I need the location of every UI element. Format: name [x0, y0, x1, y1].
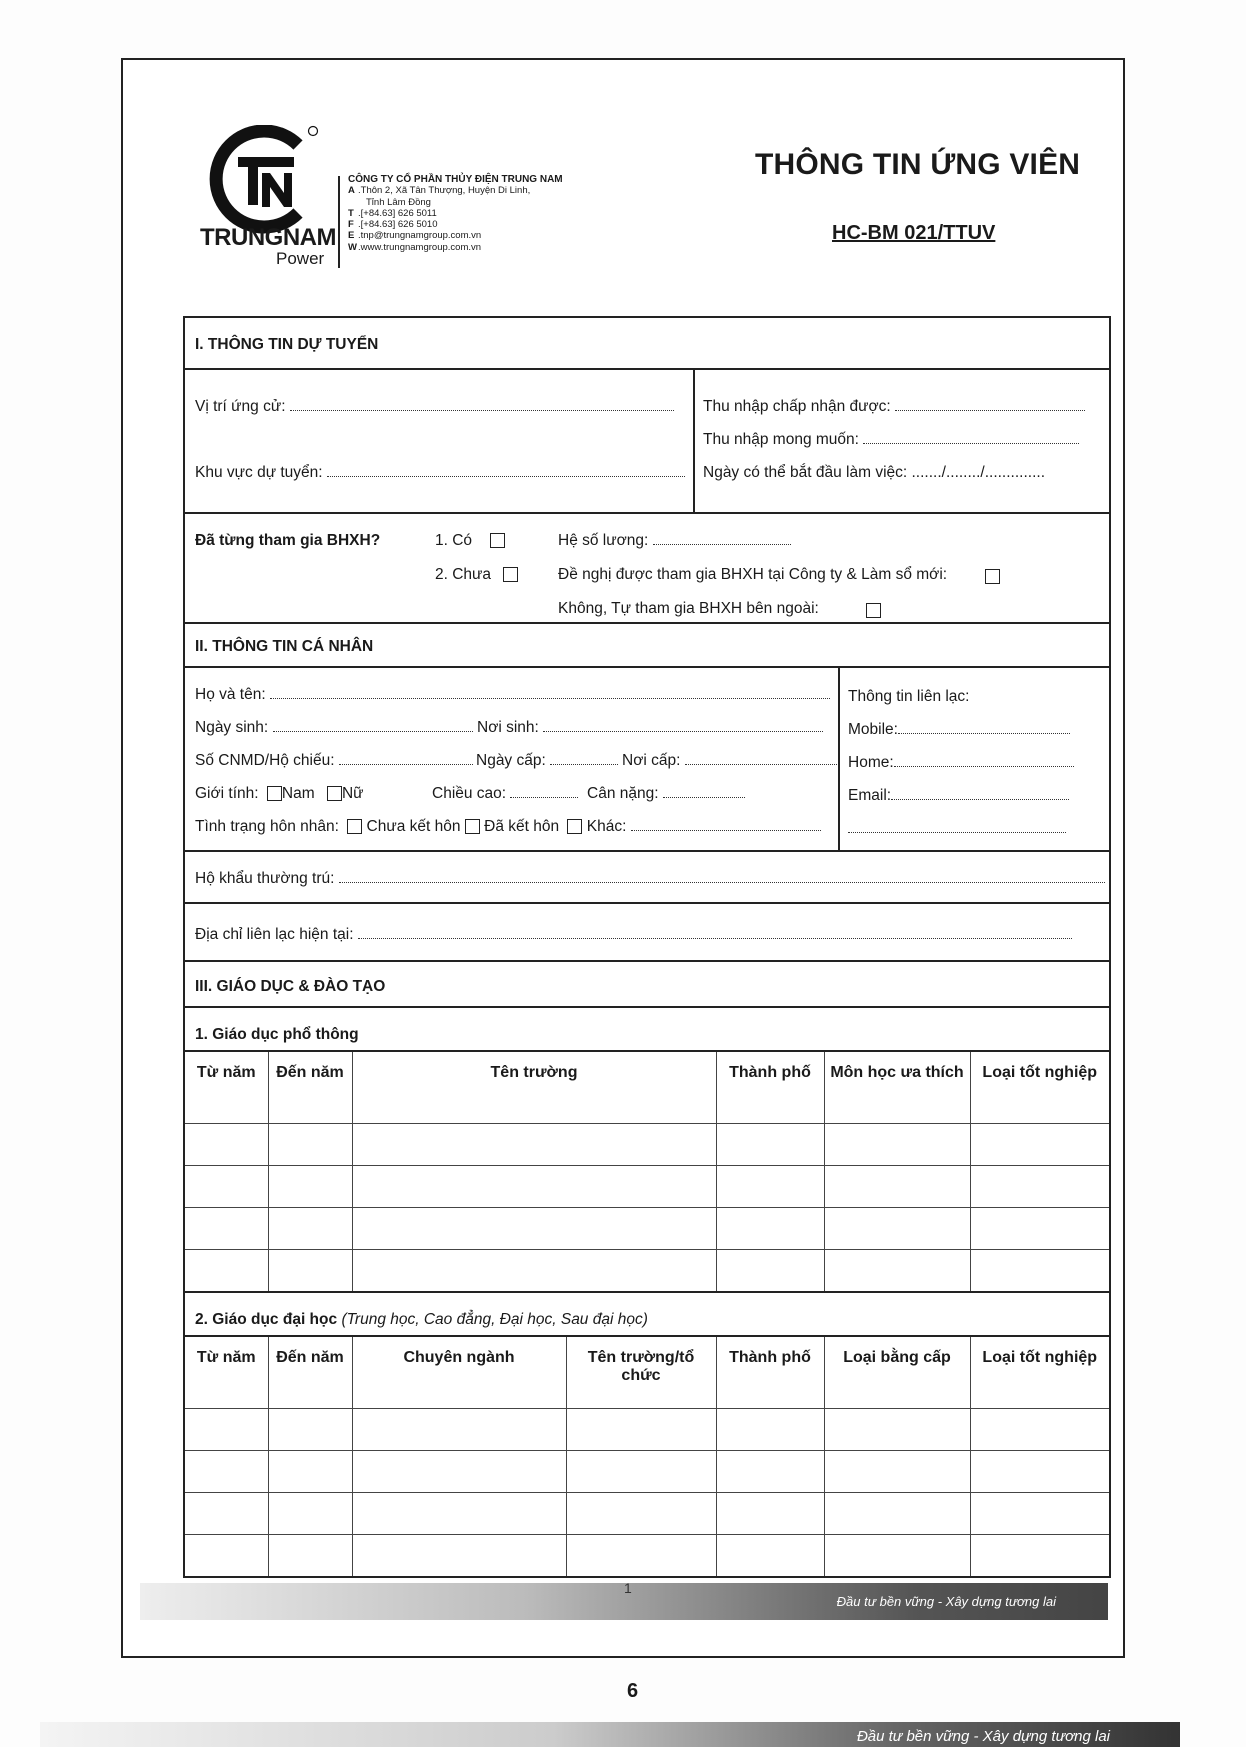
table-cell[interactable]: [566, 1409, 716, 1451]
table-cell[interactable]: [970, 1409, 1109, 1451]
bhxh-yes-label: 1. Có: [435, 532, 473, 549]
company-tel: .[+84.63] 626 5011: [358, 207, 437, 219]
col-to-year: Đến năm: [268, 1337, 352, 1409]
section-2-title: II. THÔNG TIN CÁ NHÂN: [195, 638, 374, 655]
table-cell[interactable]: [716, 1451, 824, 1493]
table-cell[interactable]: [824, 1250, 970, 1292]
table-cell[interactable]: [185, 1208, 268, 1250]
table-cell[interactable]: [970, 1451, 1109, 1493]
other-line[interactable]: [631, 818, 821, 831]
page-number: 6: [627, 1680, 639, 1702]
height-field[interactable]: [432, 785, 578, 803]
mobile-field[interactable]: [848, 721, 1070, 739]
company-address-1: .Thôn 2, Xã Tân Thượng, Huyện Di Linh,: [358, 185, 531, 197]
section-3-header: [185, 962, 1109, 1008]
address-label: Địa chỉ liên lạc hiện tại:: [195, 926, 354, 943]
bhxh-question: Đã từng tham gia BHXH?: [195, 532, 381, 549]
female-label: Nữ: [341, 785, 364, 802]
column-divider: [693, 370, 695, 512]
id-label: Số CNMD/Hộ chiếu:: [195, 752, 335, 769]
table-cell[interactable]: [352, 1250, 716, 1292]
table-cell[interactable]: [185, 1493, 268, 1535]
table-cell[interactable]: [185, 1124, 268, 1166]
income-expect-label: Thu nhập mong muốn:: [703, 431, 859, 448]
contact-extra-line[interactable]: [848, 820, 1066, 833]
id-line[interactable]: [339, 752, 473, 765]
company-info: [348, 174, 563, 253]
other-label: Khác:: [586, 818, 627, 835]
married-label: Đã kết hôn: [484, 818, 560, 835]
bhxh-company-checkbox[interactable]: [985, 569, 1000, 584]
income-accept-label: Thu nhập chấp nhận được:: [703, 398, 891, 415]
household-label: Hộ khẩu thường trú:: [195, 870, 335, 887]
col-graduation-grade: Loại tốt nghiệp: [970, 1337, 1109, 1409]
table-cell[interactable]: [824, 1451, 970, 1493]
contact-extra-field[interactable]: [848, 820, 1066, 838]
region-label: Khu vực dự tuyển:: [195, 464, 323, 481]
higher-edu-label: 2. Giáo dục đại học: [195, 1311, 338, 1328]
table-cell[interactable]: [268, 1208, 352, 1250]
company-web: .www.trungnamgroup.com.vn: [358, 241, 482, 253]
position-field[interactable]: [195, 398, 674, 416]
table-cell[interactable]: [268, 1493, 352, 1535]
salary-coef-line[interactable]: [653, 532, 791, 545]
table-row: [185, 1208, 1109, 1250]
bhxh-yes-option[interactable]: [435, 532, 505, 550]
table-cell[interactable]: [824, 1208, 970, 1250]
id-field[interactable]: [195, 752, 473, 770]
address-line[interactable]: [358, 926, 1072, 939]
pob-line[interactable]: [543, 719, 823, 732]
household-row: [185, 852, 1109, 904]
address-field[interactable]: [195, 926, 1072, 944]
table-cell[interactable]: [970, 1124, 1109, 1166]
document-code: HC-BM 021/TTUV: [832, 222, 996, 244]
web-key: W: [348, 241, 357, 253]
col-favorite-subject: Môn học ưa thích: [824, 1052, 970, 1124]
bhxh-no-label: 2. Chưa: [435, 566, 492, 583]
table-cell[interactable]: [268, 1451, 352, 1493]
single-label: Chưa kết hôn: [366, 818, 461, 835]
other-checkbox[interactable]: [567, 819, 582, 834]
table-cell[interactable]: [268, 1535, 352, 1577]
company-fax: .[+84.63] 626 5010: [358, 219, 438, 231]
marital-field: [195, 818, 821, 836]
col-school-organization: Tên trường/tổ chức: [566, 1337, 716, 1409]
issue-place-line[interactable]: [685, 752, 837, 765]
dob-field[interactable]: [195, 719, 473, 737]
table-cell[interactable]: [824, 1409, 970, 1451]
male-label: Nam: [281, 785, 315, 802]
col-degree-type: Loại bằng cấp: [824, 1337, 970, 1409]
general-edu-table: [185, 1052, 1109, 1291]
table-cell[interactable]: [268, 1124, 352, 1166]
income-accept-field[interactable]: [703, 398, 1085, 416]
col-graduation-grade: Loại tốt nghiệp: [970, 1052, 1109, 1124]
table-cell[interactable]: [716, 1166, 824, 1208]
issue-place-field[interactable]: [622, 752, 837, 770]
gender-label: Giới tính:: [195, 785, 259, 802]
company-address-2: Tỉnh Lâm Đồng: [366, 196, 431, 208]
inner-page-number: 1: [624, 1580, 632, 1596]
table-cell[interactable]: [970, 1493, 1109, 1535]
table-cell[interactable]: [716, 1493, 824, 1535]
home-label: Home:: [848, 754, 894, 771]
col-major: Chuyên ngành: [352, 1337, 566, 1409]
section-2-header: [185, 624, 1109, 668]
table-cell[interactable]: [268, 1409, 352, 1451]
table-row: [185, 1493, 1109, 1535]
dob-line[interactable]: [273, 719, 473, 732]
email-field[interactable]: [848, 787, 1069, 805]
personal-info-row: [185, 668, 1109, 852]
table-cell[interactable]: [268, 1250, 352, 1292]
general-edu-table-row: [185, 1052, 1109, 1293]
home-field[interactable]: [848, 754, 1074, 772]
higher-edu-table: [185, 1337, 1109, 1576]
bottom-footer-band: [40, 1722, 1180, 1747]
table-cell[interactable]: [185, 1409, 268, 1451]
table-cell[interactable]: [352, 1208, 716, 1250]
fullname-field[interactable]: [195, 686, 830, 704]
table-cell[interactable]: [185, 1166, 268, 1208]
table-cell[interactable]: [566, 1451, 716, 1493]
table-row: [185, 1451, 1109, 1493]
inner-footer-slogan: Đầu tư bền vững - Xây dựng tương lai: [836, 1594, 1056, 1609]
bhxh-company-label: Đề nghị được tham gia BHXH tại Công ty & Làm sổ mới:: [558, 566, 948, 583]
region-field[interactable]: [195, 464, 685, 482]
table-cell[interactable]: [352, 1124, 716, 1166]
household-line[interactable]: [339, 870, 1105, 883]
height-line[interactable]: [510, 785, 578, 798]
bottom-footer-slogan: Đầu tư bền vững - Xây dựng tương lai: [856, 1728, 1110, 1745]
salary-coef-label: Hệ số lương:: [558, 532, 649, 549]
inner-footer-band: [140, 1580, 1108, 1620]
section-3-title: III. GIÁO DỤC & ĐÀO TẠO: [195, 978, 386, 995]
col-school-name: Tên trường: [352, 1052, 716, 1124]
col-city: Thành phố: [716, 1052, 824, 1124]
household-field[interactable]: [195, 870, 1105, 888]
bhxh-no-checkbox[interactable]: [503, 567, 518, 582]
table-cell[interactable]: [185, 1250, 268, 1292]
table-cell[interactable]: [970, 1250, 1109, 1292]
email-label: Email:: [848, 787, 892, 804]
weight-line[interactable]: [663, 785, 745, 798]
col-to-year: Đến năm: [268, 1052, 352, 1124]
table-cell[interactable]: [185, 1535, 268, 1577]
position-input-line[interactable]: [290, 398, 674, 411]
single-checkbox[interactable]: [347, 819, 362, 834]
company-name: CÔNG TY CỔ PHẦN THỦY ĐIỆN TRUNG NAM: [348, 174, 563, 185]
section-1-title: I. THÔNG TIN DỰ TUYỂN: [195, 336, 379, 353]
issue-date-field[interactable]: [476, 752, 618, 770]
bhxh-self-option: [558, 600, 819, 618]
table-cell[interactable]: [716, 1409, 824, 1451]
gender-field: [195, 785, 364, 803]
company-email: .tnp@trungnamgroup.com.vn: [358, 230, 482, 242]
table-row: [185, 1250, 1109, 1292]
home-line[interactable]: [894, 754, 1074, 767]
address-row: [185, 904, 1109, 962]
height-label: Chiều cao:: [432, 785, 507, 802]
header-divider: [338, 176, 340, 268]
fullname-line[interactable]: [270, 686, 830, 699]
higher-edu-header: [185, 1293, 1109, 1337]
email-key: E: [348, 230, 355, 242]
table-cell[interactable]: [970, 1208, 1109, 1250]
col-from-year: Từ năm: [185, 1052, 268, 1124]
bhxh-yes-checkbox[interactable]: [490, 533, 505, 548]
table-cell[interactable]: [268, 1166, 352, 1208]
candidate-form: [183, 316, 1111, 1578]
table-cell[interactable]: [970, 1166, 1109, 1208]
fax-key: F: [348, 219, 354, 231]
mobile-label: Mobile:: [848, 721, 898, 738]
table-cell[interactable]: [716, 1535, 824, 1577]
email-line[interactable]: [891, 787, 1069, 800]
bhxh-row: [185, 514, 1109, 624]
female-checkbox[interactable]: [327, 786, 342, 801]
dob-label: Ngày sinh:: [195, 719, 269, 736]
table-cell[interactable]: [716, 1208, 824, 1250]
income-accept-line[interactable]: [895, 398, 1085, 411]
table-cell[interactable]: [716, 1124, 824, 1166]
table-cell[interactable]: [566, 1535, 716, 1577]
table-cell[interactable]: [566, 1493, 716, 1535]
table-cell[interactable]: [824, 1493, 970, 1535]
table-cell[interactable]: [352, 1493, 566, 1535]
start-date-field[interactable]: Ngày có thể bắt đầu làm việc: ......./......../..............: [703, 464, 1045, 481]
table-row: [185, 1409, 1109, 1451]
higher-edu-title: [195, 1311, 648, 1329]
bhxh-no-option[interactable]: [435, 566, 518, 584]
weight-label: Cân nặng:: [587, 785, 659, 802]
higher-edu-note: (Trung học, Cao đẳng, Đại học, Sau đại học): [341, 1311, 648, 1328]
general-edu-header: [185, 1008, 1109, 1052]
table-row: [185, 1535, 1109, 1577]
mobile-line[interactable]: [898, 721, 1070, 734]
address-key: A: [348, 185, 355, 197]
table-cell[interactable]: [352, 1409, 566, 1451]
bhxh-self-checkbox[interactable]: [866, 603, 881, 618]
contact-title: Thông tin liên lạc:: [848, 688, 970, 705]
region-input-line[interactable]: [327, 464, 685, 477]
income-expect-field[interactable]: [703, 431, 1079, 449]
column-divider: [838, 668, 840, 850]
general-edu-title: 1. Giáo dục phổ thông: [195, 1026, 359, 1043]
table-cell[interactable]: [352, 1535, 566, 1577]
pob-label: Nơi sinh:: [477, 719, 539, 736]
application-info-row: [185, 370, 1109, 514]
table-cell[interactable]: [824, 1166, 970, 1208]
issue-place-label: Nơi cấp:: [622, 752, 681, 769]
fullname-label: Họ và tên:: [195, 686, 266, 703]
male-checkbox[interactable]: [267, 786, 282, 801]
table-cell[interactable]: [185, 1451, 268, 1493]
table-row: [185, 1166, 1109, 1208]
brand-name: TRUNGNAM: [200, 224, 336, 251]
bhxh-company-option: [558, 566, 947, 584]
higher-edu-table-row: [185, 1337, 1109, 1576]
table-cell[interactable]: [824, 1124, 970, 1166]
married-checkbox[interactable]: [465, 819, 480, 834]
salary-coef-field[interactable]: [558, 532, 791, 550]
col-from-year: Từ năm: [185, 1337, 268, 1409]
section-1-header: [185, 318, 1109, 370]
table-cell[interactable]: [352, 1451, 566, 1493]
pob-field[interactable]: [477, 719, 823, 737]
bhxh-self-label: Không, Tự tham gia BHXH bên ngoài:: [558, 600, 819, 617]
tel-key: T: [348, 207, 354, 219]
issue-date-line[interactable]: [550, 752, 618, 765]
weight-field[interactable]: [587, 785, 745, 803]
issue-date-label: Ngày cấp:: [476, 752, 546, 769]
table-cell[interactable]: [824, 1535, 970, 1577]
document-title: THÔNG TIN ỨNG VIÊN: [755, 148, 1081, 181]
position-label: Vị trí ứng cử:: [195, 398, 286, 415]
table-cell[interactable]: [716, 1250, 824, 1292]
table-cell[interactable]: [970, 1535, 1109, 1577]
table-cell[interactable]: [352, 1166, 716, 1208]
table-row: [185, 1124, 1109, 1166]
col-city: Thành phố: [716, 1337, 824, 1409]
marital-label: Tình trạng hôn nhân:: [195, 818, 339, 835]
brand-subtitle: Power: [276, 249, 325, 268]
income-expect-line[interactable]: [863, 431, 1079, 444]
